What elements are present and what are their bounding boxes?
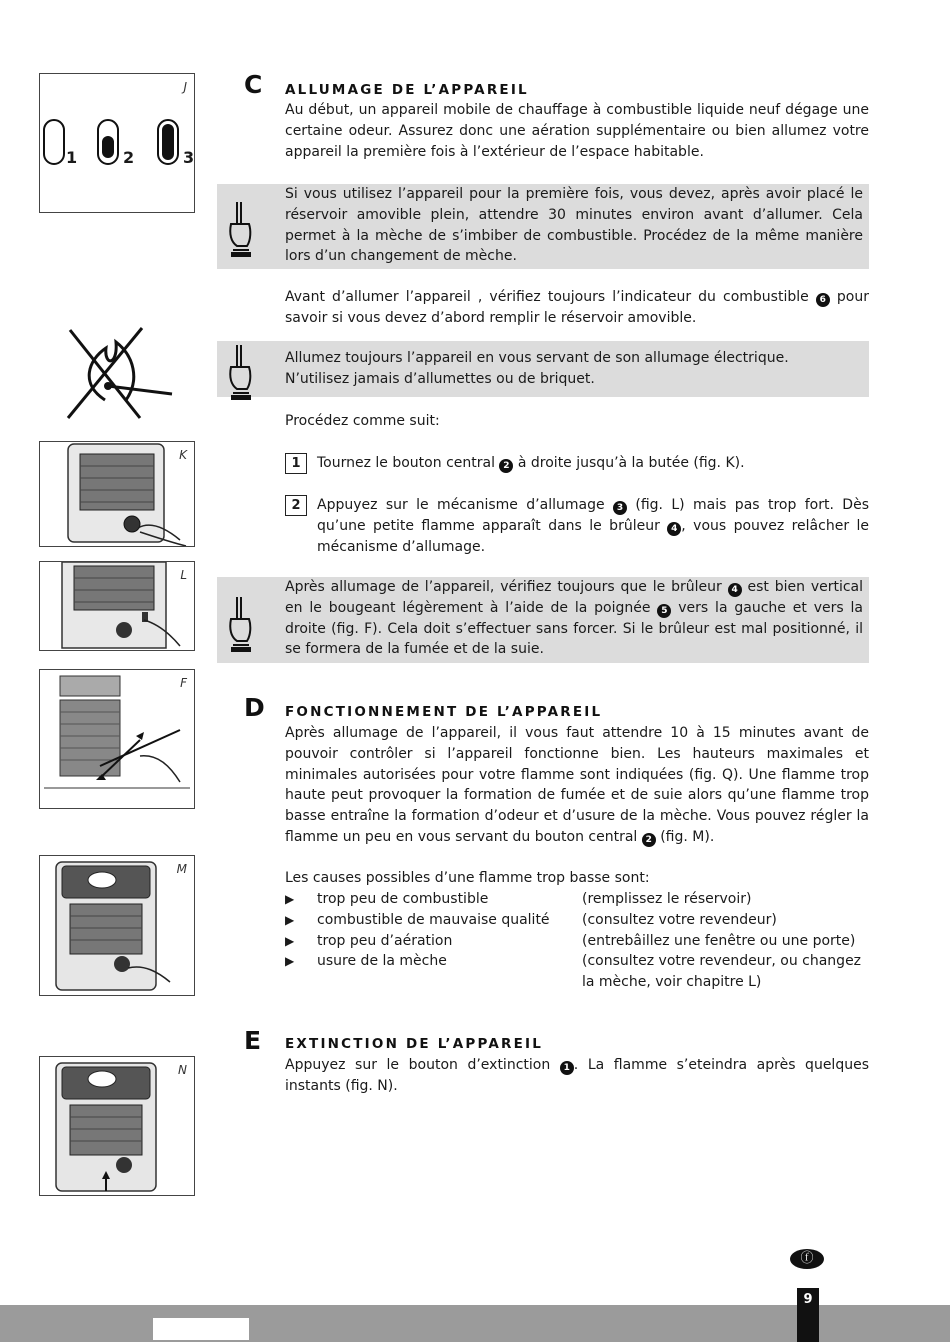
section-c-intro: Au début, un appareil mobile de chauffage à combustible liquide neuf dégage une certaine odeur. Assurez donc une aération supplémentaire ou bien allumez votre appareil la première fois à l’extérieur de l’espace habitable. [285, 102, 869, 160]
figure-n [39, 1056, 195, 1196]
fuel-indicator-illustration [40, 74, 195, 213]
note-first-use-text: Si vous utilisez l’appareil pour la première fois, vous devez, après avoir placé le réservoir amovible plein, attendre 30 minutes environ avant d’allumer. Cela permet à la mèche de s’imbiber de combustible. Procédez de la même manière lors d’un changement de mèche. [285, 186, 863, 265]
step-1-number: 1 [285, 453, 307, 474]
step-2-text-c: , vous pouvez relâcher le mécanisme d’allumage. [317, 517, 870, 555]
cause-name: trop peu de combustible [317, 891, 489, 907]
pointing-hand-icon [225, 341, 255, 401]
figure-m [39, 855, 195, 996]
page-number: 9 [797, 1288, 819, 1342]
section-c-check [285, 287, 869, 329]
cause-fix: (consultez votre revendeur, ou changez la mèche, voir chapitre L) [582, 953, 862, 991]
section-d-paragraph-a: Après allumage de l’appareil, il vous faut attendre 10 à 15 minutes avant de pouvoir contrôler si l’appareil fonctionne bien. Les hauteurs maximales et minimales autorisées pour votre flamme sont indiquées (fig. Q). Une flamme trop haute peut provoquer la formation de fumée et de suie alors qu’une flamme trop basse entraîne la formation d’odeur et d’usure de la mèche. Vous pouvez régler la flamme un peu en vous servant du bouton central [285, 725, 869, 845]
step-2-text-a: Appuyez sur le mécanisme d’allumage [317, 497, 605, 513]
bullet-arrow-icon: ▶ [285, 933, 295, 948]
pointing-hand-icon [225, 593, 255, 653]
section-d-title: FONCTIONNEMENT DE L’APPAREIL [285, 704, 603, 720]
section-c-check-part-b: pour savoir si vous devez d’abord remplir le réservoir amovible. [285, 289, 869, 326]
figure-k [39, 441, 195, 547]
section-d-paragraph-b: (fig. M). [660, 828, 715, 845]
note-first-use [217, 184, 869, 269]
ignition-mechanism-number: 3 [613, 501, 627, 515]
cause-fix: (entrebâillez une fenêtre ou une porte) [582, 932, 856, 949]
burner-number: 4 [667, 522, 681, 536]
cause-row [285, 910, 869, 931]
figure-n-label: N [178, 1063, 187, 1077]
language-badge: ⓕ [790, 1249, 824, 1269]
note-burner-check-text [285, 577, 863, 660]
figure-l-label: L [180, 568, 187, 582]
step-2-number: 2 [285, 495, 307, 516]
central-knob-number: 2 [642, 833, 656, 847]
step-2-text-b: (fig. L) mais pas trop fort. Dès qu’une petite flamme apparaît dans le brûleur [317, 497, 869, 534]
fuel-indicator-number: 6 [816, 293, 830, 307]
section-c-title: ALLUMAGE DE L’APPAREIL [285, 82, 529, 98]
cause-fix: (consultez votre revendeur) [582, 911, 777, 928]
cause-row [285, 889, 869, 910]
section-e-paragraph [285, 1055, 869, 1097]
fuel-level-1: 1 [66, 148, 78, 167]
cause-name: trop peu d’aération [317, 932, 453, 949]
fuel-level-3: 3 [183, 148, 195, 167]
ignition-button-illustration [40, 562, 195, 651]
figure-j-label: J [183, 80, 187, 94]
figure-l [39, 561, 195, 651]
note-burner-text-c: vers la gauche et vers la droite (fig. F). Cela doit s’effectuer sans forcer. Si le brûleur est mal positionné, il se formera de la fumée et de la suie. [285, 599, 864, 658]
section-e-letter: E [244, 1026, 262, 1055]
figure-f [39, 669, 195, 809]
causes-intro: Les causes possibles d’une flamme trop basse sont: [285, 870, 650, 886]
step-2-text [317, 495, 869, 557]
heater-extinction-illustration [40, 1057, 195, 1196]
section-e-title: EXTINCTION DE L’APPAREIL [285, 1036, 544, 1052]
figure-j [39, 73, 195, 213]
bullet-arrow-icon: ▶ [285, 892, 295, 906]
heater-adjust-illustration [40, 856, 195, 996]
step-1-text [317, 453, 869, 474]
heater-knob-illustration [40, 442, 195, 547]
note-burner-text-b: est bien vertical en le bougeant légèrement à l’aide de la poignée [285, 579, 864, 616]
section-c-check-part-a: Avant d’allumer l’appareil , vérifiez toujours l’indicateur du combustible [285, 289, 809, 305]
causes-list [285, 889, 869, 993]
cause-row [285, 951, 869, 993]
note-electric-ignition-line-1: Allumez toujours l’appareil en vous servant de son allumage électrique. [285, 350, 789, 366]
cause-row [285, 931, 869, 952]
section-e-paragraph-a: Appuyez sur le bouton d’extinction [285, 1057, 551, 1073]
section-c-letter: C [244, 70, 263, 99]
no-matches-icon [60, 322, 180, 422]
figure-m-label: M [176, 862, 187, 876]
figure-f-label: F [180, 676, 187, 690]
extinction-button-number: 1 [560, 1061, 574, 1075]
burner-alignment-illustration [40, 670, 195, 809]
cause-name: usure de la mèche [317, 953, 447, 970]
central-knob-number: 2 [499, 459, 513, 473]
footer-white-block [153, 1318, 249, 1340]
handle-number: 5 [657, 604, 671, 618]
cause-name: combustible de mauvaise qualité [317, 911, 550, 928]
figure-k-label: K [179, 448, 187, 462]
note-electric-ignition-line-2: N’utilisez jamais d’allumettes ou de briquet. [285, 371, 595, 387]
burner-number: 4 [728, 583, 742, 597]
note-burner-check [217, 577, 869, 663]
step-1-text-b: à droite jusqu’à la butée (fig. K). [517, 455, 745, 471]
section-e-paragraph-b: . La flamme s’eteindra après quelques instants (fig. N). [285, 1057, 869, 1094]
note-burner-text-a: Après allumage de l’appareil, vérifiez toujours que le brûleur [285, 579, 722, 595]
cause-fix: (remplissez le réservoir) [582, 891, 752, 907]
section-d-paragraph [285, 723, 869, 848]
note-electric-ignition [217, 341, 869, 397]
fuel-level-2: 2 [123, 148, 135, 167]
bullet-arrow-icon: ▶ [285, 954, 295, 969]
pointing-hand-icon [225, 198, 255, 258]
section-d-letter: D [244, 693, 265, 722]
procedure-intro: Procédez comme suit: [285, 413, 440, 429]
step-1-text-a: Tournez le bouton central [317, 455, 495, 471]
bullet-arrow-icon: ▶ [285, 912, 295, 927]
